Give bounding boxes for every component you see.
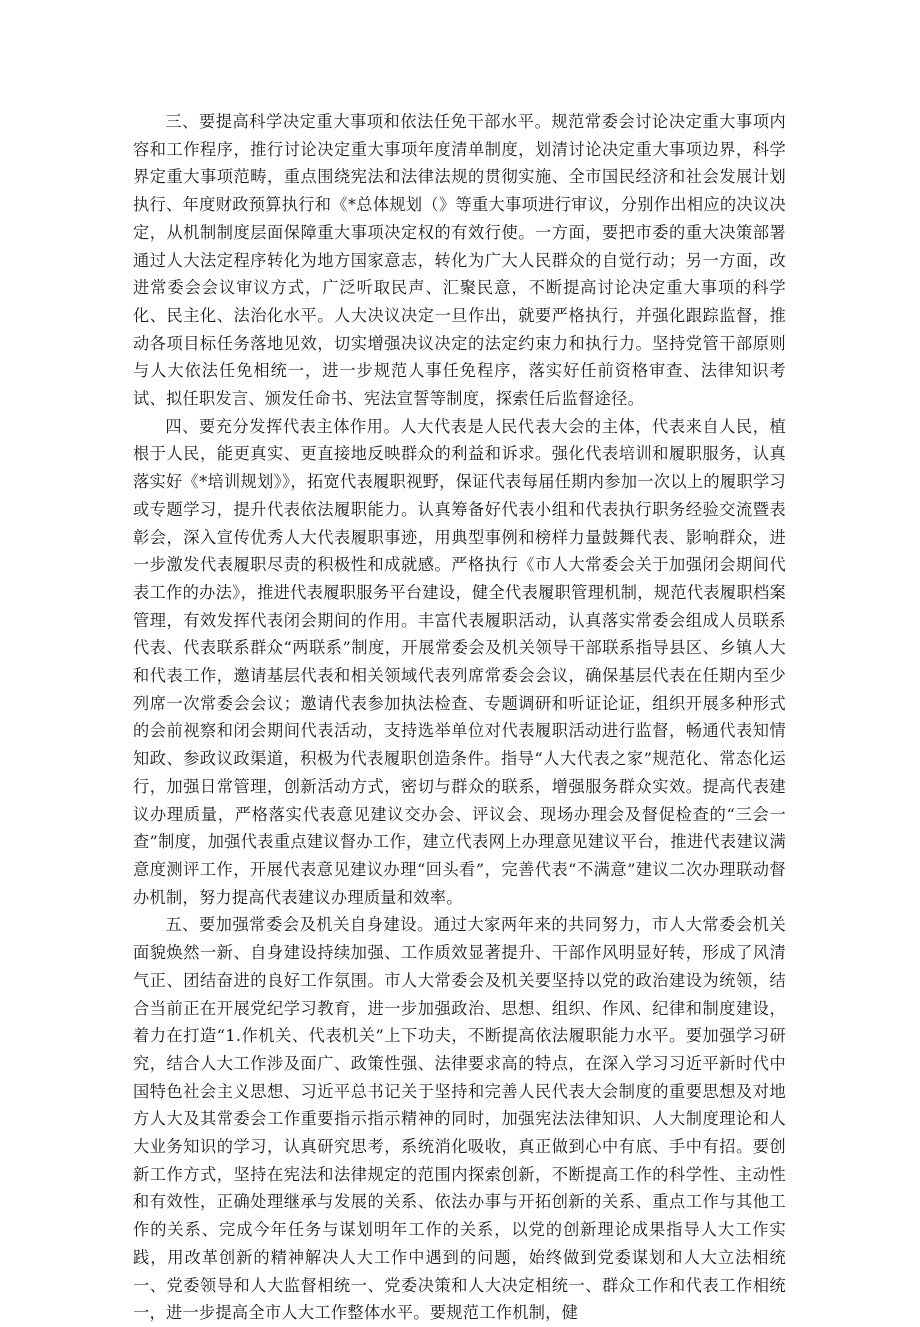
document-body — [133, 108, 786, 1327]
paragraph-five: 五、要加强常委会及机关自身建设。通过大家两年来的共同努力，市人大常委会机关面貌焕然一新、自身建设持续加强、工作质效显著提升、干部作风明显好转，形成了风清气正、团结奋进的良好工作氛围。市人大常委会及机关要坚持以党的政治建设为统领，结合当前正在开展党纪学习教育，进一步加强政治、思想、组织、作风、纪律和制度建设，着力在打造“1.作机关、代表机关”上下功夫，不断提高依法履职能力水平。要加强学习研究，结合人大工作涉及面广、政策性强、法律要求高的特点，在深入学习习近平新时代中国特色社会主义思想、习近平总书记关于坚持和完善人民代表大会制度的重要思想及对地方人大及其常委会工作重要指示指示精神的同时，加强宪法法律知识、人大制度理论和人大业务知识的学习，认真研究思考，系统消化吸收，真正做到心中有底、手中有招。要创新工作方式，坚持在宪法和法律规定的范围内探索创新，不断提高工作的科学性、主动性和有效性，正确处理继承与发展的关系、依法办事与开拓创新的关系、重点工作与其他工作的关系、完成今年任务与谋划明年工作的关系，以党的创新理论成果指导人大工作实践，用改革创新的精神解决人大工作中遇到的问题，始终做到党委谋划和人大立法相统一、党委领导和人大监督相统一、党委决策和人大决定相统一、群众工作和代表工作相统一，进一步提高全市人大工作整体水平。要规范工作机制，健 — [133, 915, 786, 1323]
paragraph-four: 四、要充分发挥代表主体作用。人大代表是人民代表大会的主体，代表来自人民，植根于人民，能更真实、更直接地反映群众的利益和诉求。强化代表培训和履职服务，认真落实好《*培训规划》》，拓宽代表履职视野，保证代表每届任期内参加一次以上的履职学习或专题学习，提升代表依法履职能力。认真筹备好代表小组和代表执行职务经验交流暨表彰会，深入宣传优秀人大代表履职事迹，用典型事例和榜样力量鼓舞代表、影响群众，进一步激发代表履职尽责的积极性和成就感。严格执行《市人大常委会关于加强闭会期间代表工作的办法》，推进代表履职服务平台建设，健全代表履职管理机制，规范代表履职档案管理，有效发挥代表闭会期间的作用。丰富代表履职活动，认真落实常委会组成人员联系代表、代表联系群众“两联系”制度，开展常委会及机关领导干部联系指导县区、乡镇人大和代表工作，邀请基层代表和相关领域代表列席常委会会议，确保基层代表在任期内至少列席一次常委会会议；邀请代表参加执法检查、专题调研和听证论证，组织开展多种形式的会前视察和闭会期间代表活动，支持选举单位对代表履职活动进行监督，畅通代表知情知政、参政议政渠道，积极为代表履职创造条件。指导“人大代表之家”规范化、常态化运行，加强日常管理，创新活动方式，密切与群众的联系，增强服务群众实效。提高代表建议办理质量，严格落实代表意见建议交办会、评议会、现场办理会及督促检查的“三会一查”制度，加强代表重点建议督办工作，建立代表网上办理意见建议平台，推进代表建议满意度测评工作，开展代表意见建议办理“回头看”，完善代表“不满意”建议二次办理联动督办机制，努力提高代表建议办理质量和效率。 — [133, 416, 786, 907]
paragraph-three: 三、要提高科学决定重大事项和依法任免干部水平。规范常委会讨论决定重大事项内容和工作程序，推行讨论决定重大事项年度清单制度，划清讨论决定重大事项边界，科学界定重大事项范畴，重点围绕宪法和法律法规的贯彻实施、全市国民经济和社会发展计划执行、年度财政预算执行和《*总体规划（》等重大事项进行审议，分别作出相应的决议决定，从机制制度层面保障重大事项决定权的有效行使。一方面，要把市委的重大决策部署通过人大法定程序转化为地方国家意志，转化为广大人民群众的自觉行动；另一方面，改进常委会会议审议方式，广泛听取民声、汇聚民意，不断提高讨论决定重大事项的科学化、民主化、法治化水平。人大决议决定一旦作出，就要严格执行，并强化跟踪监督，推动各项目标任务落地见效，切实增强决议决定的法定约束力和执行力。坚持党管干部原则与人大依法任免相统一，进一步规范人事任免程序，落实好任前资格审查、法律知识考试、拟任职发言、颁发任命书、宪法宣誓等制度，探索任后监督途径。 — [133, 112, 786, 409]
